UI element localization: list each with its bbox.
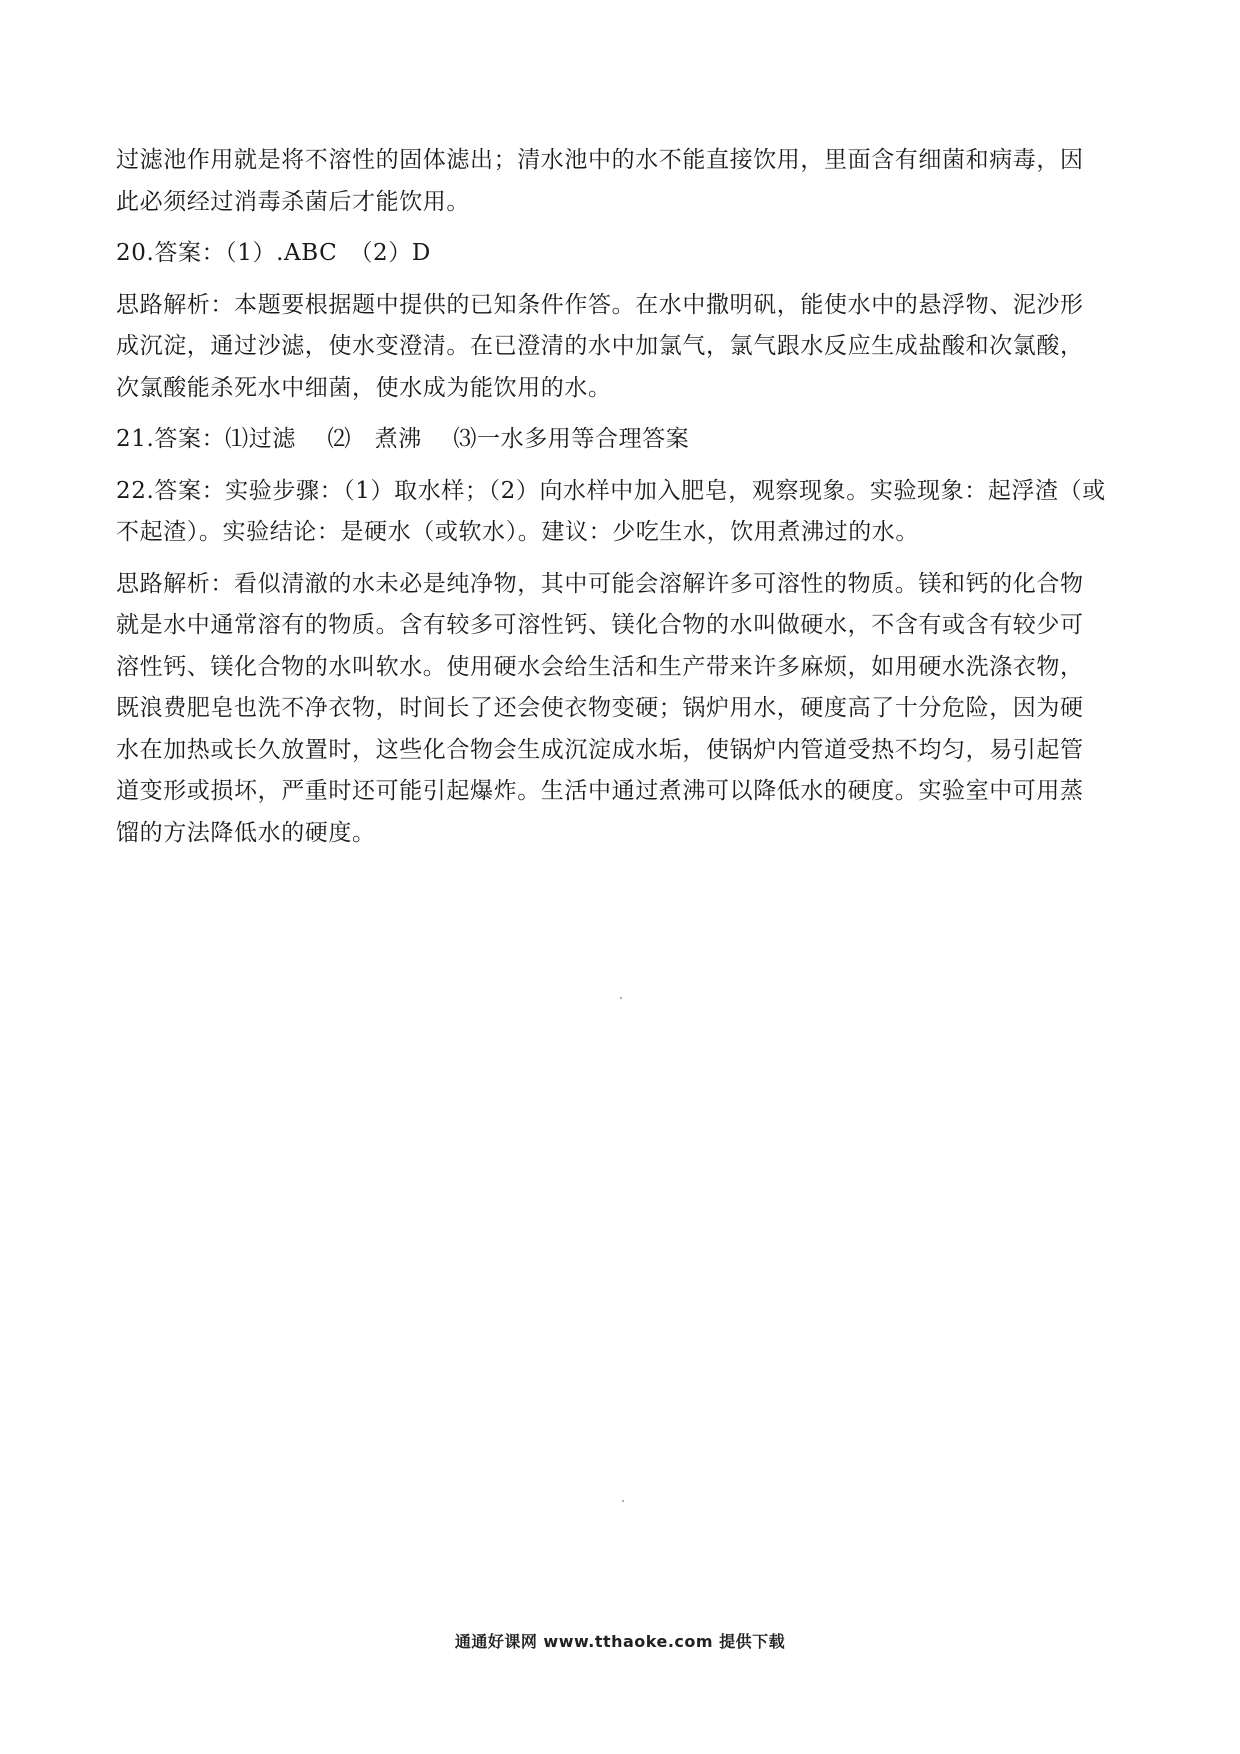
text-line: 馏的方法降低水的硬度。 xyxy=(116,819,376,846)
text-line: 过滤池作用就是将不溶性的固体滤出；清水池中的水不能直接饮用，里面含有细菌和病毒，因 xyxy=(116,147,1084,173)
scan-speck xyxy=(620,997,622,999)
text-line: 21.答案：⑴过滤 ⑵ 煮沸 ⑶一水多用等合理答案 xyxy=(116,426,690,452)
text-line: 成沉淀，通过沙滤，使水变澄清。在已澄清的水中加氯气，氯气跟水反应生成盐酸和次氯酸， xyxy=(116,333,1084,359)
page-footer: 通通好课网 www.tthaoke.com 提供下载 xyxy=(454,1632,786,1651)
answer-22-analysis xyxy=(116,564,1128,855)
answer-22 xyxy=(116,471,1128,554)
answer-19-continuation xyxy=(116,140,1128,223)
text-line: 溶性钙、镁化合物的水叫软水。使用硬水会给生活和生产带来许多麻烦，如用硬水洗涤衣物， xyxy=(116,653,1084,680)
text-line: 水在加热或长久放置时，这些化合物会生成沉淀成水垢，使锅炉内管道受热不均匀，易引起管 xyxy=(116,736,1084,763)
text-line: 思路解析：看似清澈的水未必是纯净物，其中可能会溶解许多可溶性的物质。镁和钙的化合物 xyxy=(116,570,1084,597)
scan-speck xyxy=(622,1500,624,1502)
text-line: 次氯酸能杀死水中细菌，使水成为能饮用的水。 xyxy=(116,374,612,401)
text-line: 思路解析：本题要根据题中提供的已知条件作答。在水中撒明矾，能使水中的悬浮物、泥沙形 xyxy=(116,291,1084,318)
answer-21 xyxy=(116,419,1128,461)
answer-20-analysis xyxy=(116,285,1128,410)
text-line: 此必须经过消毒杀菌后才能饮用。 xyxy=(116,188,470,215)
text-line: 道变形或损坏，严重时还可能引起爆炸。生活中通过煮沸可以降低水的硬度。实验室中可用蒸 xyxy=(116,778,1084,804)
answer-20 xyxy=(116,233,1128,275)
text-line: 20.答案：（1）.ABC （2）D xyxy=(116,240,431,266)
page-body xyxy=(116,140,1128,854)
text-line: 22.答案：实验步骤：（1）取水样；（2）向水样中加入肥皂，观察现象。实验现象：起浮渣（或 xyxy=(116,477,1106,504)
text-line: 既浪费肥皂也洗不净衣物，时间长了还会使衣物变硬；锅炉用水，硬度高了十分危险，因为硬 xyxy=(116,695,1084,721)
text-line: 不起渣）。实验结论：是硬水（或软水）。建议：少吃生水，饮用煮沸过的水。 xyxy=(116,519,919,545)
text-line: 就是水中通常溶有的物质。含有较多可溶性钙、镁化合物的水叫做硬水，不含有或含有较少可 xyxy=(116,612,1084,638)
